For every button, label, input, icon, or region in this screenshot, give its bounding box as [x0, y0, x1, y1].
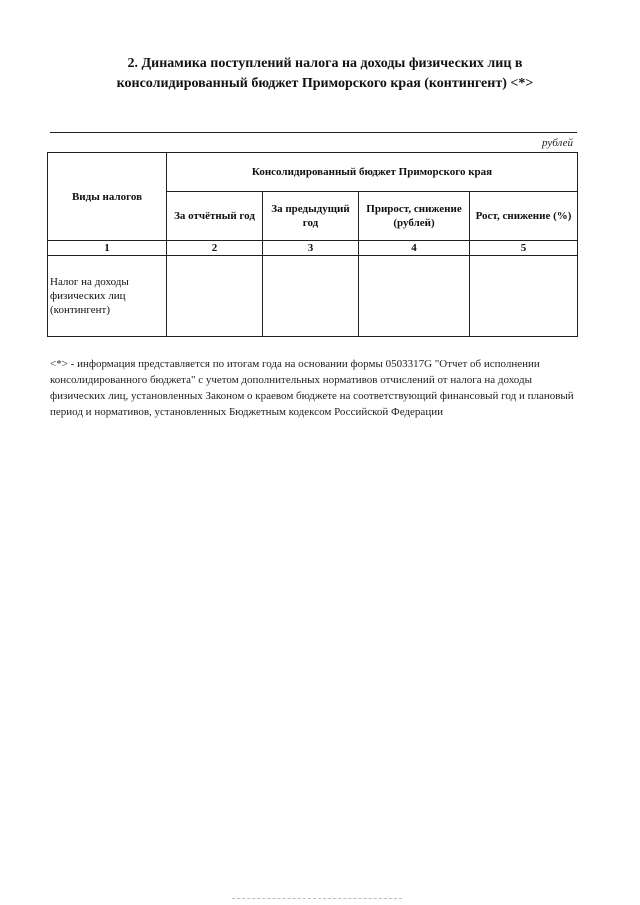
footnote: <*> - информация представляется по итогам года на основании формы 0503317G "Отчет об исполнении консолидированного бюджета" с учетом дополнительных нормативов отчислений от налога на доходы физических лиц, установленных Законом о краевом бюджете на соответствующий финансовый год и плановый период и нормативов, установленных Бюджетным кодексом Российской Федерации — [50, 358, 574, 418]
cell-previous-year — [263, 256, 359, 337]
header-row-1 — [48, 153, 578, 192]
table-row — [48, 256, 578, 337]
title-line-2: консолидированный бюджет Приморского края (контингент) <*> — [116, 76, 534, 91]
column-number-row — [48, 241, 578, 256]
column-number: 4 — [359, 241, 470, 256]
title-line-1: 2. Динамика поступлений налога на доходы физических лиц в — [127, 56, 523, 71]
row-label-income-tax: Налог на доходы физических лиц (контингент) — [48, 256, 167, 337]
header-current-year: За отчётный год — [167, 192, 263, 241]
header-growth-percent: Рост, снижение (%) — [470, 192, 578, 241]
cell-increase-rub — [359, 256, 470, 337]
units-label: рублей — [542, 137, 573, 149]
cell-growth-percent — [470, 256, 578, 337]
cell-current-year — [167, 256, 263, 337]
report-table — [47, 152, 578, 337]
header-previous-year: За предыдущий год — [263, 192, 359, 241]
column-number: 5 — [470, 241, 578, 256]
header-budget-group: Консолидированный бюджет Приморского края — [167, 153, 578, 192]
footer-scan-line — [232, 898, 402, 899]
column-number: 3 — [263, 241, 359, 256]
document-title — [60, 54, 590, 94]
header-increase-rub: Прирост, снижение (рублей) — [359, 192, 470, 241]
horizontal-rule — [50, 132, 577, 133]
column-number: 2 — [167, 241, 263, 256]
column-number: 1 — [48, 241, 167, 256]
header-tax-types: Виды налогов — [48, 153, 167, 241]
